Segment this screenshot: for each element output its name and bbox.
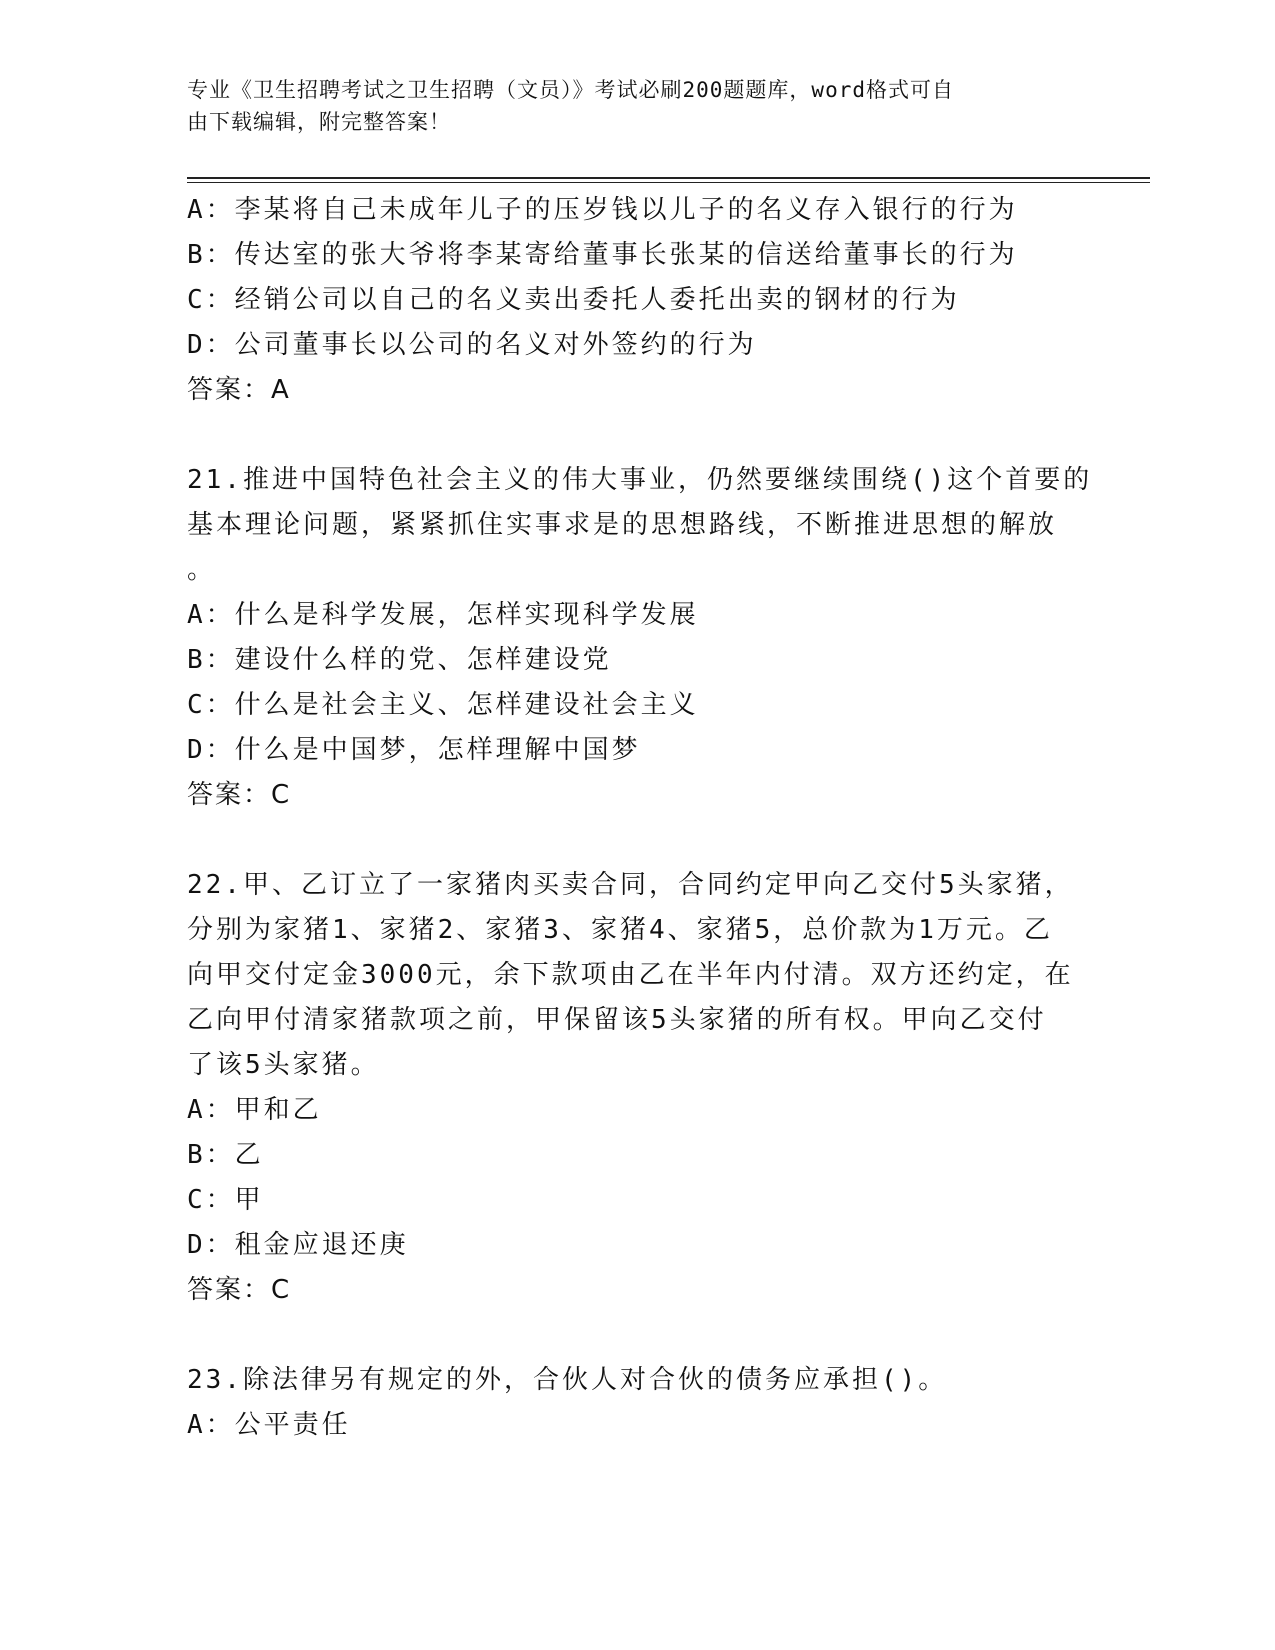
question-list: [187, 188, 1093, 1448]
header-title-line-1: 专业《卫生招聘考试之卫生招聘（文员）》考试必刷200题题库，word格式可自: [187, 78, 954, 102]
header-divider-thin: [187, 182, 1150, 183]
header-divider: [187, 177, 1150, 179]
question-20: [187, 188, 1087, 413]
spacer: [187, 413, 1087, 458]
answer: 答案：C: [187, 780, 292, 810]
option-a: A：公平责任: [187, 1410, 351, 1440]
option-a: A：什么是科学发展，怎样实现科学发展: [187, 600, 699, 630]
spacer: [187, 1313, 1087, 1358]
option-c: C：甲: [187, 1185, 264, 1215]
question-text-line: 了该5头家猪。: [187, 1050, 380, 1080]
option-b: B：乙: [187, 1140, 264, 1170]
option-a: A：李某将自己未成年儿子的压岁钱以儿子的名义存入银行的行为: [187, 195, 1018, 225]
question-text-line: 22.甲、乙订立了一家猪肉买卖合同，合同约定甲向乙交付5头家猪，: [187, 870, 1074, 900]
option-d: D：什么是中国梦，怎样理解中国梦: [187, 735, 641, 765]
question-text-line: 21.推进中国特色社会主义的伟大事业，仍然要继续围绕()这个首要的: [187, 465, 1093, 495]
option-b: B：建设什么样的党、怎样建设党: [187, 645, 612, 675]
question-text-line: 23.除法律另有规定的外，合伙人对合伙的债务应承担()。: [187, 1365, 948, 1395]
answer: 答案：A: [187, 375, 291, 405]
question-text-line: 向甲交付定金3000元，余下款项由乙在半年内付清。双方还约定，在: [187, 960, 1074, 990]
question-text-line: 。: [187, 555, 217, 585]
option-d: D：租金应退还庚: [187, 1230, 409, 1260]
question-text-line: 基本理论问题，紧紧抓住实事求是的思想路线，不断推进思想的解放: [187, 510, 1058, 540]
option-b: B：传达室的张大爷将李某寄给董事长张某的信送给董事长的行为: [187, 240, 1018, 270]
question-text-line: 分别为家猪1、家猪2、家猪3、家猪4、家猪5，总价款为1万元。乙: [187, 915, 1053, 945]
option-a: A：甲和乙: [187, 1095, 322, 1125]
option-c: C：什么是社会主义、怎样建设社会主义: [187, 690, 699, 720]
question-text-line: 乙向甲付清家猪款项之前，甲保留该5头家猪的所有权。甲向乙交付: [187, 1005, 1047, 1035]
spacer: [187, 818, 1087, 863]
option-d: D：公司董事长以公司的名义对外签约的行为: [187, 330, 757, 360]
header-title-line-2: 由下载编辑，附完整答案！: [187, 110, 451, 134]
question-21: [187, 458, 1093, 818]
document-header: [187, 74, 1067, 138]
option-c: C：经销公司以自己的名义卖出委托人委托出卖的钢材的行为: [187, 285, 960, 315]
question-22: [187, 863, 1087, 1313]
question-23: [187, 1358, 1087, 1448]
answer: 答案：C: [187, 1275, 292, 1305]
